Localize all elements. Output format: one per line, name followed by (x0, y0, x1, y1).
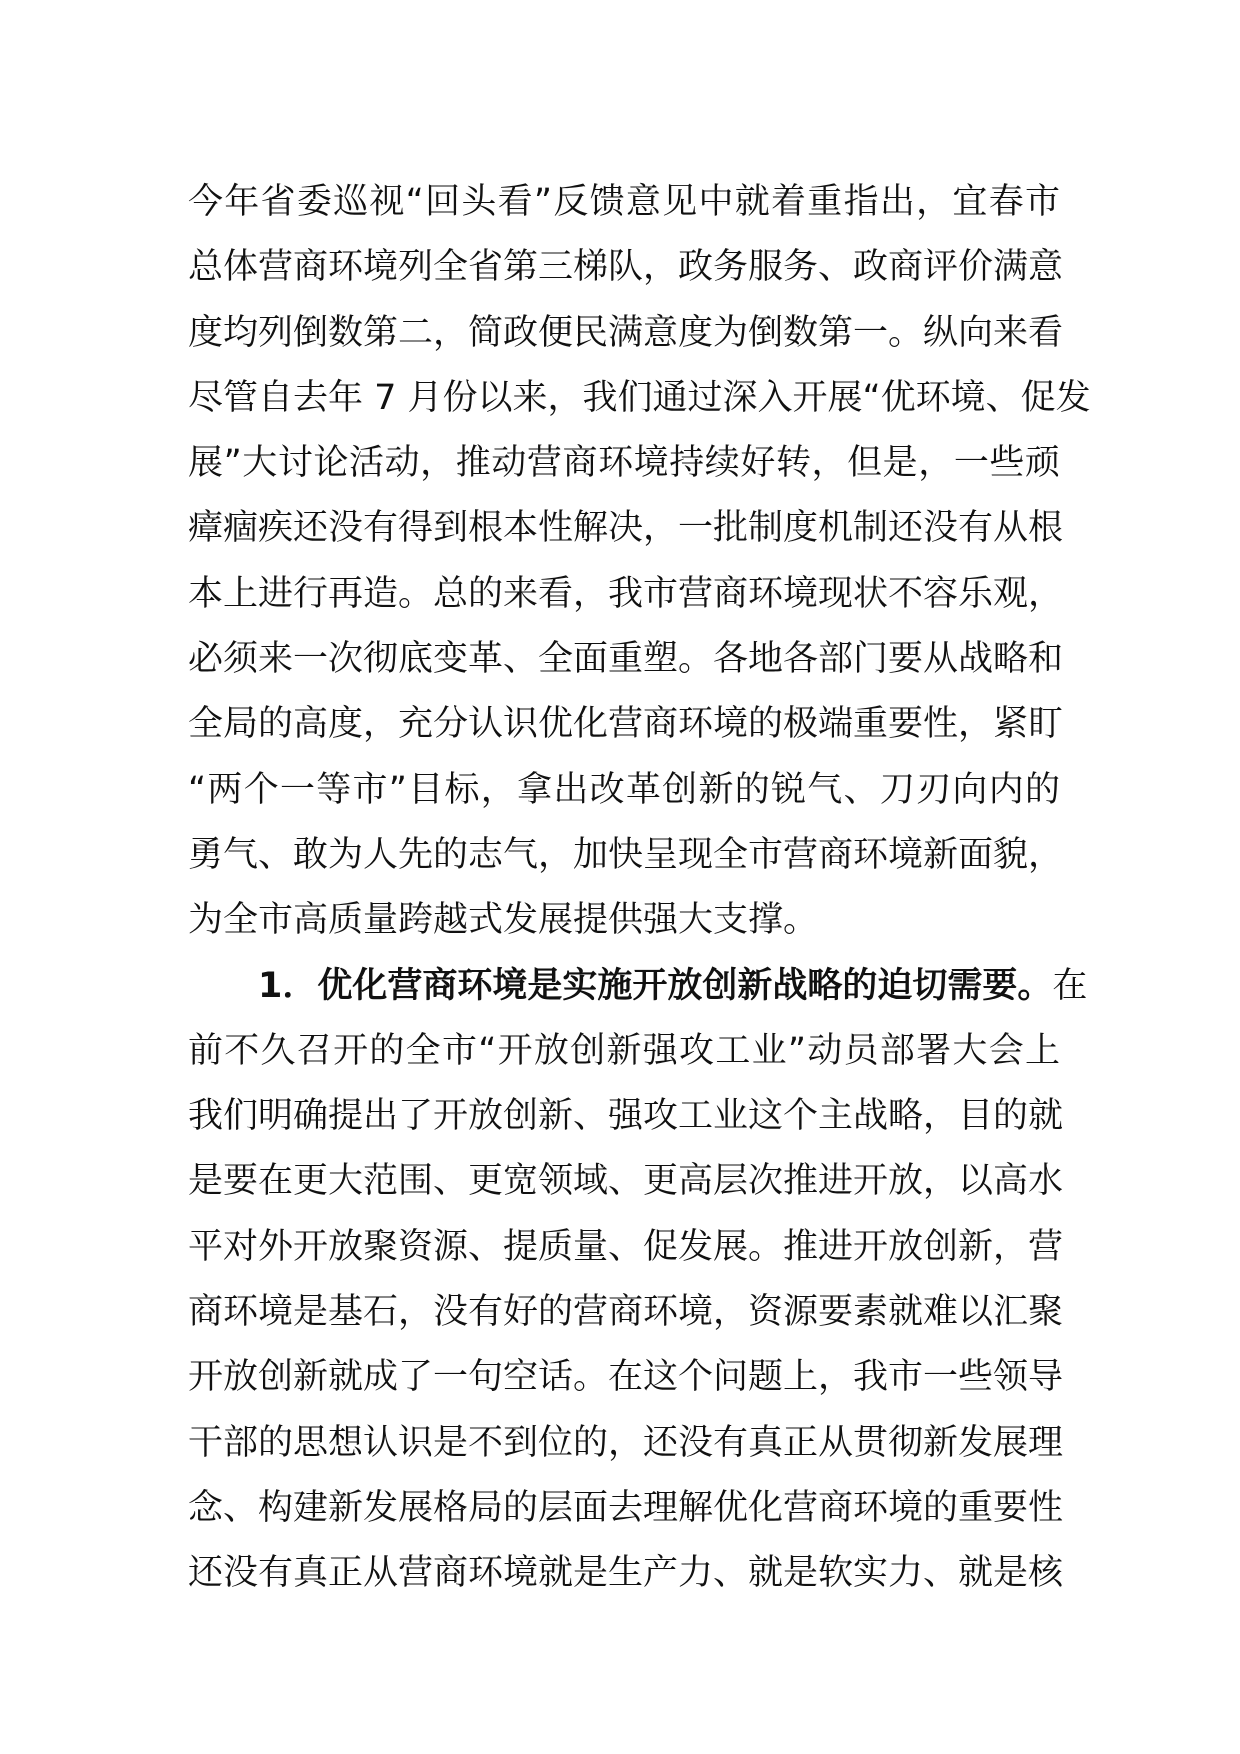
text-line: 平对外开放聚资源、提质量、促发展。推进开放创新，营 (188, 1226, 1064, 1267)
text-line: 商环境是基石，没有好的营商环境，资源要素就难以汇聚 (188, 1292, 1064, 1333)
text-line: 念、构建新发展格局的层面去理解优化营商环境的重要性 (188, 1487, 1064, 1528)
text-line: 本上进行再造。总的来看，我市营商环境现状不容乐观， (188, 573, 1064, 614)
text-line: 展”大讨论活动，推动营商环境持续好转，但是，一些顽 (188, 443, 1060, 484)
paragraph-2 (188, 954, 1088, 1607)
section-heading-line (188, 954, 1088, 1019)
text-line: 瘴痼疾还没有得到根本性解决，一批制度机制还没有从根 (188, 508, 1064, 549)
text-line: 今年省委巡视“回头看”反馈意见中就着重指出，宜春市 (188, 182, 1060, 222)
text-line: 为全市高质量跨越式发展提供强大支撑。 (188, 900, 819, 941)
text-line: 全局的高度，充分认识优化营商环境的极端重要性，紧盯 (188, 704, 1064, 745)
text-line: 总体营商环境列全省第三梯队，政务服务、政商评价满意 (188, 247, 1064, 288)
paragraph-1 (188, 170, 1091, 954)
text-line: 勇气、敢为人先的志气，加快呈现全市营商环境新面貌， (188, 834, 1064, 875)
text-line: 度均列倒数第二，简政便民满意度为倒数第一。纵向来看 (188, 312, 1064, 353)
text-line: “两个一等市”目标，拿出改革创新的锐气、刀刃向内的 (188, 769, 1060, 810)
text-line: 开放创新就成了一句空话。在这个问题上，我市一些领导 (188, 1357, 1064, 1398)
text-line: 还没有真正从营商环境就是生产力、就是软实力、就是核 (188, 1553, 1064, 1594)
section-heading: 1．优化营商环境是实施开放创新战略的迫切需要。 (258, 965, 1053, 1006)
text-line: 是要在更大范围、更宽领域、更高层次推进开放，以高水 (188, 1161, 1064, 1202)
text-line: 尽管自去年 7 月份以来，我们通过深入开展“优环境、促发 (188, 377, 1091, 418)
text-line: 必须来一次彻底变革、全面重塑。各地各部门要从战略和 (188, 639, 1064, 680)
text-line: 前不久召开的全市“开放创新强攻工业”动员部署大会上 (188, 1030, 1060, 1071)
text-fragment: 在 (1052, 965, 1088, 1006)
text-line: 干部的思想认识是不到位的，还没有真正从贯彻新发展理 (188, 1422, 1064, 1463)
document-body (188, 170, 1091, 1607)
text-line: 我们明确提出了开放创新、强攻工业这个主战略，目的就 (188, 1096, 1064, 1137)
